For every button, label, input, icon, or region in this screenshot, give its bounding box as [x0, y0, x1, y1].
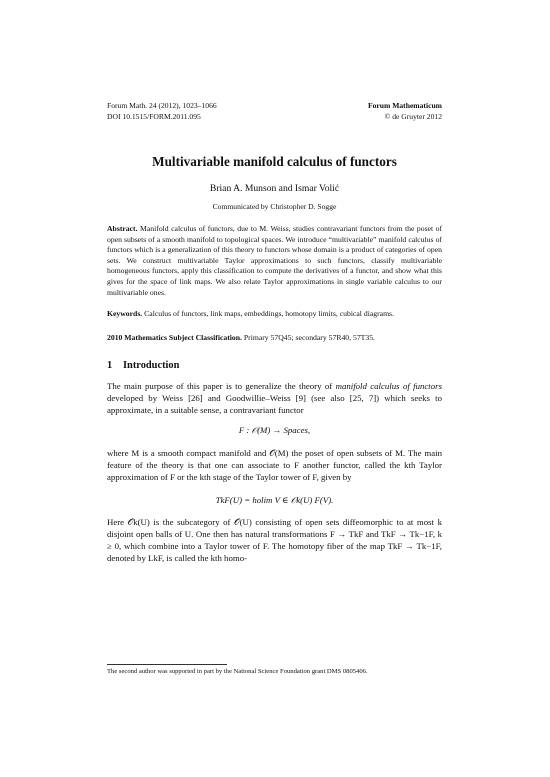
paragraph-3: Here 𝒪k(U) is the subcategory of 𝒪(U) consisting of open sets diffeomorphic to at most k disjoint open balls of U. One then has natural transformations F → TkF and TkF → Tk−1F, k ≥ 0, which combine into a Taylor tower of F. The homotopy fiber of the map TkF → Tk−1F, denoted by LkF, is called the kth homo- — [107, 517, 442, 563]
paragraph-1 — [107, 380, 442, 416]
paragraph-1-text-b: developed by Weiss [26] and Goodwillie–Weiss [9] (see also [25, 7]) which seeks to approximate, in a suitable sense, a contravariant functor — [107, 393, 442, 415]
msc-classification — [107, 333, 442, 344]
paper-title: Multivariable manifold calculus of functors — [152, 154, 397, 169]
msc-text: Primary 57Q45; secondary 57R40, 57T35. — [243, 333, 375, 342]
copyright: © de Gruyter 2012 — [384, 112, 442, 121]
section-title: Introduction — [123, 360, 180, 371]
msc-label: 2010 Mathematics Subject Classification. — [107, 333, 242, 342]
abstract-label: Abstract. — [107, 224, 138, 233]
footnote-rule — [107, 664, 227, 665]
journal-name: Forum Mathematicum — [367, 101, 442, 110]
section-heading — [107, 360, 179, 371]
paragraph-2: where M is a smooth compact manifold and 𝒪(M) the poset of open subsets of M. The main feature of the theory is that one can associate to F another functor, called the kth Taylor approximation of F or the kth stage of the Taylor tower of F, given by — [107, 448, 442, 482]
equation-2: TkF(U) = holim V ∈ 𝒪k(U) F(V). — [215, 495, 334, 505]
equation-1: F : 𝒪(M) → Spaces, — [238, 425, 311, 435]
keywords-label: Keywords. — [107, 309, 143, 318]
footnote: The second author was supported in part by the National Science Foundation grant DMS 0805406. — [107, 668, 368, 675]
paragraph-1-text-a: The main purpose of this paper is to generalize the theory of — [107, 381, 336, 391]
doi: DOI 10.1515/FORM.2011.095 — [107, 112, 201, 121]
communicated-by: Communicated by Christopher D. Sogge — [212, 202, 337, 211]
abstract — [107, 224, 442, 298]
section-number: 1 — [107, 360, 113, 371]
authors: Brian A. Munson and Ismar Volić — [209, 183, 340, 194]
keywords-text: Calculus of functors, link maps, embeddings, homotopy limits, cubical diagrams. — [144, 309, 394, 318]
abstract-text: Manifold calculus of functors, due to M. Weiss, studies contravariant functors from the poset of open subsets of a smooth manifold to topological spaces. We introduce “multivariable” manifold calculus of functors which is a generalization of this theory to functors whose domain is a product of categories of open sets. We construct multivariable Taylor approximations to such functors, classify multivariable homogeneous functors, apply this classification to compute the derivatives of a functor, and show what this gives for the space of link maps. We also relate Taylor approximations in single variable calculus to our multivariable ones. — [107, 224, 443, 297]
journal-citation: Forum Math. 24 (2012), 1023–1066 — [107, 101, 217, 110]
paragraph-1-emphasis: manifold calculus of functors — [335, 381, 442, 391]
keywords — [107, 309, 442, 320]
